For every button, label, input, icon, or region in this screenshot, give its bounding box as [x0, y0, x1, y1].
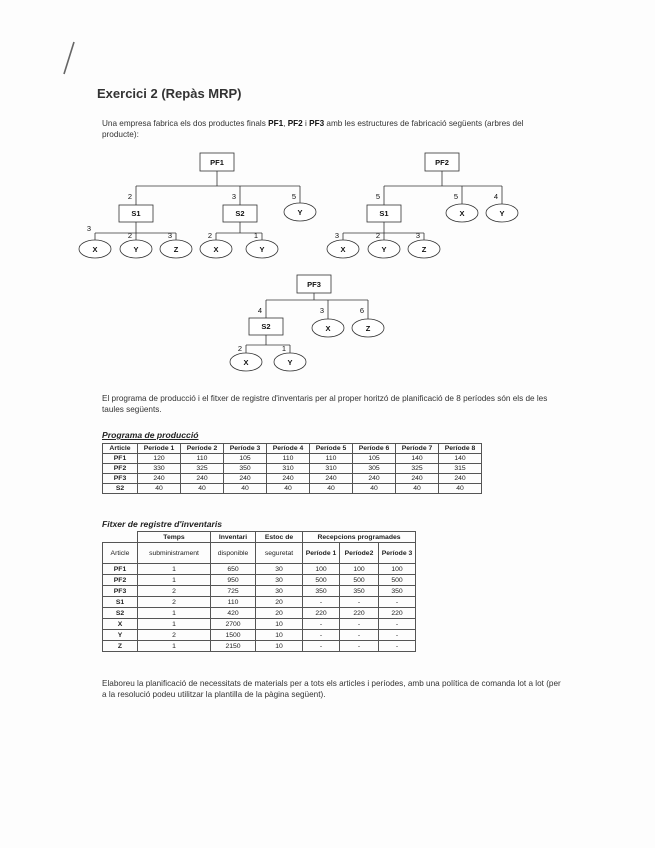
table-row [103, 608, 416, 619]
cell: PF1 [103, 454, 138, 464]
cell: 310 [267, 464, 310, 474]
cell: 140 [439, 454, 482, 464]
inventory-table [102, 531, 416, 652]
qty: 3 [334, 231, 340, 240]
cell: 1 [138, 608, 211, 619]
cell: 500 [340, 575, 379, 586]
cell: PF3 [103, 474, 138, 484]
table-row [103, 454, 482, 464]
cell: 100 [340, 564, 379, 575]
cell: 500 [379, 575, 416, 586]
cell: 40 [396, 484, 439, 494]
col-header-seg: seguretat [256, 543, 303, 564]
col-header-p3: Període 3 [379, 543, 416, 564]
col-header-inventari: Inventari [211, 532, 256, 543]
table-row [103, 474, 482, 484]
tree-pf3 [230, 275, 384, 371]
col-header-article: Article [103, 543, 138, 564]
table-row [103, 564, 416, 575]
cell: - [340, 619, 379, 630]
cell: 1 [138, 564, 211, 575]
cell: 950 [211, 575, 256, 586]
cell: 350 [303, 586, 340, 597]
table-header-row [103, 532, 416, 543]
cell: 2 [138, 597, 211, 608]
col-header-estoc: Estoc de [256, 532, 303, 543]
cell: 240 [353, 474, 396, 484]
table-row [103, 464, 482, 474]
cell: - [379, 630, 416, 641]
cell: 325 [181, 464, 224, 474]
cell: 220 [340, 608, 379, 619]
node: X [325, 324, 331, 333]
qty: 2 [127, 192, 133, 201]
cell: 2 [138, 586, 211, 597]
cell: 220 [379, 608, 416, 619]
cell: 20 [256, 608, 303, 619]
cell: 1500 [211, 630, 256, 641]
table-row [103, 630, 416, 641]
cell: - [303, 597, 340, 608]
cell: 40 [310, 484, 353, 494]
cell: 1 [138, 575, 211, 586]
qty: 3 [319, 306, 325, 315]
cell: 30 [256, 564, 303, 575]
cell: 310 [310, 464, 353, 474]
col-header: Període 4 [267, 444, 310, 454]
cell: PF2 [103, 575, 138, 586]
cell: PF1 [103, 564, 138, 575]
node: Y [297, 208, 303, 217]
cell: 40 [138, 484, 181, 494]
cell: - [340, 641, 379, 652]
cell: S2 [103, 484, 138, 494]
cell: - [303, 630, 340, 641]
product-structure-trees [0, 0, 655, 380]
tree-pf2 [327, 153, 518, 258]
cell: 110 [310, 454, 353, 464]
node: X [213, 245, 219, 254]
cell: 240 [439, 474, 482, 484]
cell: 40 [181, 484, 224, 494]
cell: 120 [138, 454, 181, 464]
node: Z [173, 245, 179, 254]
node: S1 [131, 209, 141, 218]
production-table-caption: Programa de producció [102, 430, 199, 440]
qty: 5 [291, 192, 297, 201]
qty: 4 [257, 306, 263, 315]
col-header: Període 5 [310, 444, 353, 454]
col-header: Article [103, 444, 138, 454]
cell: 2700 [211, 619, 256, 630]
node: X [340, 245, 346, 254]
cell: 40 [224, 484, 267, 494]
cell: 350 [340, 586, 379, 597]
qty: 2 [207, 231, 213, 240]
node: Y [499, 209, 505, 218]
node-pf3-root: PF3 [307, 280, 321, 289]
production-table [102, 443, 482, 494]
cell: 315 [439, 464, 482, 474]
cell: 240 [396, 474, 439, 484]
cell: 725 [211, 586, 256, 597]
cell: 40 [353, 484, 396, 494]
qty: 1 [281, 344, 287, 353]
cell: 305 [353, 464, 396, 474]
cell: Y [103, 630, 138, 641]
node: X [243, 358, 249, 367]
node: S2 [261, 322, 271, 331]
cell: 500 [303, 575, 340, 586]
table-header-row [103, 444, 482, 454]
node: X [92, 245, 98, 254]
cell: 105 [353, 454, 396, 464]
cell: 350 [224, 464, 267, 474]
qty: 6 [359, 306, 365, 315]
cell: 1 [138, 641, 211, 652]
cell: 2150 [211, 641, 256, 652]
cell: 420 [211, 608, 256, 619]
node-pf1-root: PF1 [210, 158, 224, 167]
table-row [103, 619, 416, 630]
cell: Z [103, 641, 138, 652]
cell: 20 [256, 597, 303, 608]
qty: 4 [493, 192, 499, 201]
cell: 10 [256, 641, 303, 652]
cell: - [379, 597, 416, 608]
cell: - [379, 619, 416, 630]
node: Z [421, 245, 427, 254]
cell: 100 [303, 564, 340, 575]
empty-header [103, 532, 138, 543]
table-row [103, 597, 416, 608]
node: X [459, 209, 465, 218]
node: Y [133, 245, 139, 254]
planning-paragraph: El programa de producció i el fitxer de registre d'inventaris per al proper horitzó de planificació de 8 períodes són els de les taules següents. [102, 394, 548, 414]
cell: - [340, 630, 379, 641]
col-header: Període 3 [224, 444, 267, 454]
col-header-recepcions: Recepcions programades [303, 532, 416, 543]
node: S2 [235, 209, 245, 218]
cell: 1 [138, 619, 211, 630]
node: Z [365, 324, 371, 333]
cell: - [303, 619, 340, 630]
cell: 330 [138, 464, 181, 474]
cell: - [340, 597, 379, 608]
table-row [103, 484, 482, 494]
col-header: Període 8 [439, 444, 482, 454]
cell: - [303, 641, 340, 652]
cell: 240 [310, 474, 353, 484]
cell: 325 [396, 464, 439, 474]
cell: 110 [181, 454, 224, 464]
cell: 10 [256, 619, 303, 630]
col-header: Període 2 [181, 444, 224, 454]
cell: 40 [267, 484, 310, 494]
qty: 5 [375, 192, 381, 201]
qty: 5 [453, 192, 459, 201]
qty: 3 [167, 231, 173, 240]
col-header: Període 6 [353, 444, 396, 454]
task-paragraph: Elaboreu la planificació de necessitats de materials per a tots els articles i períodes, amb una política de comanda lot a lot (per a la resolució podeu utilitzar la plantilla de la pàgina següent). [102, 679, 561, 699]
cell: 110 [267, 454, 310, 464]
qty: 2 [375, 231, 381, 240]
col-header-temps: Temps [138, 532, 211, 543]
qty: 3 [231, 192, 237, 201]
cell: 240 [267, 474, 310, 484]
cell: 10 [256, 630, 303, 641]
cell: 350 [379, 586, 416, 597]
qty: 3 [86, 224, 92, 233]
cell: 140 [396, 454, 439, 464]
cell: S2 [103, 608, 138, 619]
col-header: Període 1 [138, 444, 181, 454]
node-pf2-root: PF2 [435, 158, 449, 167]
cell: 650 [211, 564, 256, 575]
tree-pf1 [79, 153, 316, 258]
col-header-p2: Període2 [340, 543, 379, 564]
cell: 240 [138, 474, 181, 484]
col-header: Període 7 [396, 444, 439, 454]
table-row [103, 575, 416, 586]
node: Y [259, 245, 265, 254]
cell: 220 [303, 608, 340, 619]
cell: - [379, 641, 416, 652]
inventory-table-caption: Fitxer de registre d'inventaris [102, 519, 223, 529]
node: Y [381, 245, 387, 254]
table-row [103, 586, 416, 597]
col-header-disp: disponible [211, 543, 256, 564]
node: S1 [379, 209, 389, 218]
cell: 2 [138, 630, 211, 641]
cell: 40 [439, 484, 482, 494]
exercise-title: Exercici 2 (Repàs MRP) [97, 86, 242, 101]
col-header-sub: subministrament [138, 543, 211, 564]
cell: PF3 [103, 586, 138, 597]
cell: 30 [256, 586, 303, 597]
node: Y [287, 358, 293, 367]
qty: 2 [237, 344, 243, 353]
cell: 240 [224, 474, 267, 484]
qty: 3 [415, 231, 421, 240]
cell: 110 [211, 597, 256, 608]
cell: S1 [103, 597, 138, 608]
cell: PF2 [103, 464, 138, 474]
qty: 1 [253, 231, 259, 240]
cell: 240 [181, 474, 224, 484]
cell: 105 [224, 454, 267, 464]
cell: 100 [379, 564, 416, 575]
col-header-p1: Període 1 [303, 543, 340, 564]
cell: X [103, 619, 138, 630]
cell: 30 [256, 575, 303, 586]
table-row [103, 641, 416, 652]
table-header-row [103, 543, 416, 564]
intro-paragraph: Una empresa fabrica els dos productes finals PF1, PF2 i PF3 amb les estructures de fabricació següents (arbres del producte): [102, 119, 524, 139]
qty: 2 [127, 231, 133, 240]
